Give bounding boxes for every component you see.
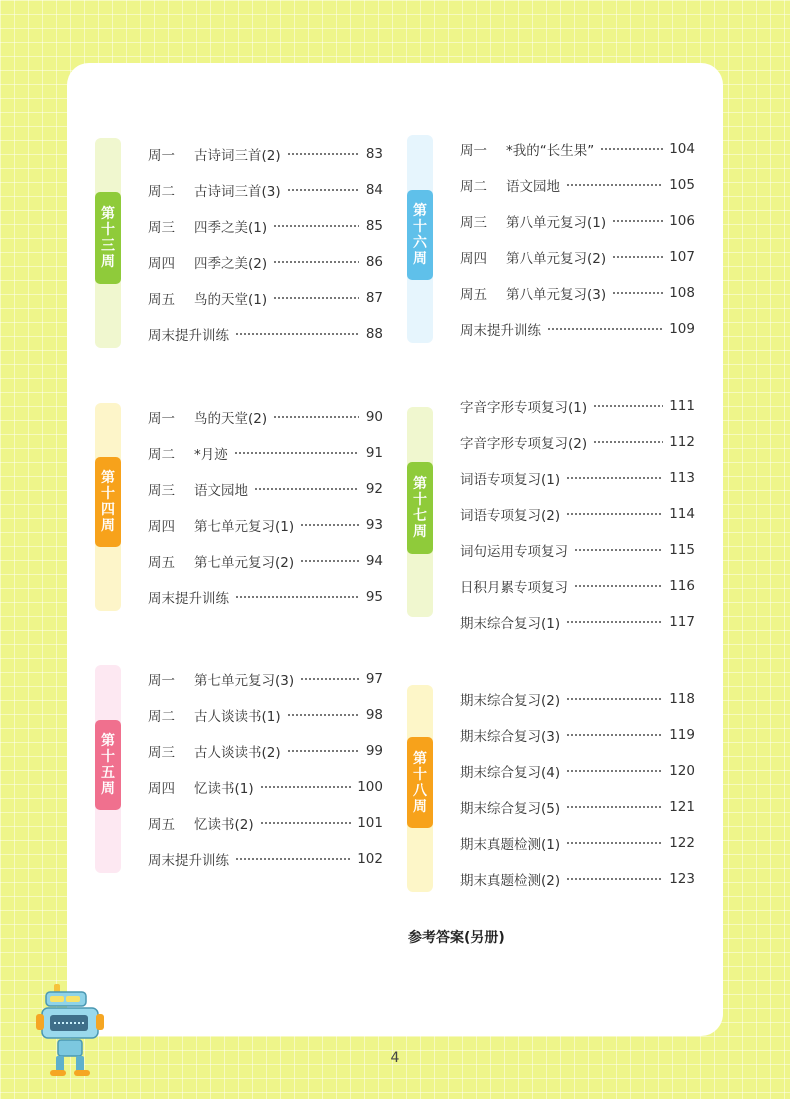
toc-entry-day: 周四 bbox=[148, 256, 175, 272]
toc-entry-title: 期末真题检测(1) bbox=[460, 837, 561, 853]
toc-entry-page: 87 bbox=[365, 290, 383, 306]
toc-leader-dots bbox=[566, 621, 663, 623]
toc-entry-page: 107 bbox=[669, 249, 695, 265]
toc-entry-day: 周二 bbox=[460, 179, 487, 195]
toc-leader-dots bbox=[300, 560, 359, 562]
toc-entry[interactable] bbox=[148, 705, 383, 725]
toc-entry-page: 114 bbox=[669, 506, 695, 522]
toc-entry-title: 期末综合复习(2) bbox=[460, 693, 561, 709]
toc-entry-day: 周五 bbox=[460, 287, 487, 303]
week-label bbox=[407, 462, 433, 554]
toc-entry-title: 鸟的天堂(1) bbox=[194, 292, 268, 308]
toc-leader-dots bbox=[260, 786, 352, 788]
toc-leader-dots bbox=[287, 189, 359, 191]
week-label-char: 五 bbox=[101, 765, 115, 781]
toc-entry[interactable] bbox=[460, 247, 695, 267]
week-label-char: 周 bbox=[413, 798, 427, 815]
week-label-char: 七 bbox=[413, 508, 427, 524]
toc-entry-page: 85 bbox=[365, 218, 383, 234]
toc-entry-title: 第七单元复习(2) bbox=[194, 555, 295, 571]
toc-entry-title: 周末提升训练 bbox=[148, 328, 229, 344]
toc-entry-page: 95 bbox=[365, 589, 383, 605]
toc-entry[interactable] bbox=[148, 669, 383, 689]
toc-entry-title: 四季之美(1) bbox=[194, 220, 268, 236]
toc-entry-page: 92 bbox=[365, 481, 383, 497]
toc-entry-page: 91 bbox=[365, 445, 383, 461]
toc-entry[interactable] bbox=[460, 612, 695, 632]
toc-leader-dots bbox=[566, 698, 663, 700]
toc-entry-page: 86 bbox=[365, 254, 383, 270]
toc-entry-title: 词语专项复习(1) bbox=[460, 472, 561, 488]
toc-entry[interactable] bbox=[148, 252, 383, 272]
toc-entry[interactable] bbox=[148, 144, 383, 164]
week-label-char: 十 bbox=[413, 492, 427, 508]
toc-leader-dots bbox=[600, 148, 663, 150]
toc-entry[interactable] bbox=[460, 540, 695, 560]
toc-leader-dots bbox=[287, 750, 359, 752]
toc-entry-title: 第八单元复习(3) bbox=[506, 287, 607, 303]
toc-entry-title: 语文园地 bbox=[194, 483, 248, 499]
toc-entry-page: 108 bbox=[669, 285, 695, 301]
toc-entry-page: 101 bbox=[357, 815, 383, 831]
answers-note: 参考答案(另册) bbox=[408, 930, 505, 946]
toc-entry-page: 116 bbox=[669, 578, 695, 594]
toc-entry[interactable] bbox=[460, 283, 695, 303]
toc-leader-dots bbox=[593, 405, 663, 407]
toc-entry-page: 94 bbox=[365, 553, 383, 569]
toc-leader-dots bbox=[235, 596, 359, 598]
week-label bbox=[95, 720, 121, 810]
toc-entry-page: 121 bbox=[669, 799, 695, 815]
toc-entry[interactable] bbox=[148, 777, 383, 797]
toc-entry[interactable] bbox=[148, 551, 383, 571]
toc-leader-dots bbox=[612, 220, 663, 222]
toc-entry-day: 周三 bbox=[148, 220, 175, 236]
toc-leader-dots bbox=[574, 585, 663, 587]
toc-entry-day: 周一 bbox=[460, 143, 487, 159]
toc-leader-dots bbox=[273, 261, 359, 263]
toc-entry-page: 115 bbox=[669, 542, 695, 558]
toc-leader-dots bbox=[593, 441, 663, 443]
toc-leader-dots bbox=[566, 477, 663, 479]
toc-leader-dots bbox=[300, 524, 359, 526]
toc-entry[interactable] bbox=[460, 797, 695, 817]
toc-entry-day: 周五 bbox=[148, 817, 175, 833]
toc-entry-title: 周末提升训练 bbox=[148, 853, 229, 869]
toc-leader-dots bbox=[273, 225, 359, 227]
toc-entry-title: 古诗词三首(2) bbox=[194, 148, 281, 164]
toc-entry[interactable] bbox=[148, 180, 383, 200]
week-label-char: 六 bbox=[413, 235, 427, 251]
week-label bbox=[407, 190, 433, 280]
toc-entry-day: 周一 bbox=[148, 148, 175, 164]
toc-entry[interactable] bbox=[460, 869, 695, 889]
toc-entry[interactable] bbox=[148, 288, 383, 308]
toc-entry-page: 113 bbox=[669, 470, 695, 486]
toc-entry-title: 第七单元复习(3) bbox=[194, 673, 295, 689]
toc-entry-title: 古人谈读书(2) bbox=[194, 745, 281, 761]
week-label-char: 周 bbox=[413, 251, 427, 267]
toc-entry-title: 期末综合复习(1) bbox=[460, 616, 561, 632]
toc-entry-page: 111 bbox=[669, 398, 695, 414]
toc-entry[interactable] bbox=[460, 689, 695, 709]
toc-entry-title: 古人谈读书(1) bbox=[194, 709, 281, 725]
toc-entry-title: 忆读书(2) bbox=[194, 817, 254, 833]
toc-entry-day: 周五 bbox=[148, 555, 175, 571]
toc-entry[interactable] bbox=[460, 725, 695, 745]
toc-entry[interactable] bbox=[148, 216, 383, 236]
robot-mascot-icon bbox=[36, 984, 108, 1080]
toc-entry[interactable] bbox=[148, 324, 383, 344]
toc-entry[interactable] bbox=[148, 443, 383, 463]
toc-leader-dots bbox=[566, 513, 663, 515]
toc-entry-day: 周四 bbox=[148, 781, 175, 797]
toc-entry-title: 字音字形专项复习(1) bbox=[460, 400, 588, 416]
toc-entry-day: 周四 bbox=[148, 519, 175, 535]
toc-entry-title: 语文园地 bbox=[506, 179, 560, 195]
week-label bbox=[95, 192, 121, 284]
toc-entry-day: 周三 bbox=[148, 483, 175, 499]
toc-entry-title: 期末综合复习(3) bbox=[460, 729, 561, 745]
toc-entry-day: 周四 bbox=[460, 251, 487, 267]
toc-entry[interactable] bbox=[460, 504, 695, 524]
toc-entry-page: 83 bbox=[365, 146, 383, 162]
toc-entry-title: 日积月累专项复习 bbox=[460, 580, 568, 596]
toc-entry-title: 周末提升训练 bbox=[460, 323, 541, 339]
toc-leader-dots bbox=[254, 488, 359, 490]
toc-entry-title: 期末综合复习(4) bbox=[460, 765, 561, 781]
week-label-char: 十 bbox=[101, 749, 115, 765]
toc-entry-page: 105 bbox=[669, 177, 695, 193]
week-label bbox=[95, 457, 121, 547]
toc-entry-page: 118 bbox=[669, 691, 695, 707]
toc-entry[interactable] bbox=[148, 407, 383, 427]
toc-leader-dots bbox=[612, 292, 663, 294]
toc-entry[interactable] bbox=[460, 396, 695, 416]
toc-leader-dots bbox=[566, 770, 663, 772]
toc-entry[interactable] bbox=[148, 741, 383, 761]
toc-entry-title: 周末提升训练 bbox=[148, 591, 229, 607]
toc-entry-page: 119 bbox=[669, 727, 695, 743]
toc-leader-dots bbox=[574, 549, 663, 551]
week-label-char: 周 bbox=[101, 781, 115, 797]
toc-entry[interactable] bbox=[148, 587, 383, 607]
toc-leader-dots bbox=[260, 822, 352, 824]
toc-entry-title: 四季之美(2) bbox=[194, 256, 268, 272]
toc-entry-day: 周二 bbox=[148, 709, 175, 725]
toc-entry[interactable] bbox=[460, 211, 695, 231]
toc-entry[interactable] bbox=[148, 849, 383, 869]
toc-entry[interactable] bbox=[460, 761, 695, 781]
toc-entry[interactable] bbox=[460, 139, 695, 159]
toc-entry-page: 120 bbox=[669, 763, 695, 779]
toc-entry[interactable] bbox=[148, 479, 383, 499]
toc-entry-title: *月迹 bbox=[194, 447, 228, 463]
toc-entry-page: 112 bbox=[669, 434, 695, 450]
toc-entry[interactable] bbox=[148, 813, 383, 833]
week-label-char: 第 bbox=[101, 733, 115, 749]
toc-entry-page: 100 bbox=[357, 779, 383, 795]
toc-entry-title: *我的“长生果” bbox=[506, 143, 595, 159]
toc-entry[interactable] bbox=[460, 468, 695, 488]
toc-entry-title: 忆读书(1) bbox=[194, 781, 254, 797]
toc-entry-page: 102 bbox=[357, 851, 383, 867]
week-label-char: 十 bbox=[101, 222, 115, 238]
toc-leader-dots bbox=[273, 297, 359, 299]
toc-entry[interactable] bbox=[148, 515, 383, 535]
toc-entry-page: 117 bbox=[669, 614, 695, 630]
page-number: 4 bbox=[390, 1050, 400, 1066]
toc-entry-day: 周二 bbox=[148, 447, 175, 463]
week-label-char: 第 bbox=[101, 470, 115, 486]
week-label-char: 周 bbox=[101, 254, 115, 270]
toc-leader-dots bbox=[566, 806, 663, 808]
toc-leader-dots bbox=[287, 153, 359, 155]
toc-entry-title: 词句运用专项复习 bbox=[460, 544, 568, 560]
toc-entry-title: 字音字形专项复习(2) bbox=[460, 436, 588, 452]
toc-leader-dots bbox=[235, 333, 359, 335]
toc-entry-title: 第七单元复习(1) bbox=[194, 519, 295, 535]
toc-entry-page: 84 bbox=[365, 182, 383, 198]
week-label-char: 三 bbox=[101, 238, 115, 254]
week-label-char: 十 bbox=[413, 219, 427, 235]
toc-entry-title: 第八单元复习(2) bbox=[506, 251, 607, 267]
toc-entry-title: 词语专项复习(2) bbox=[460, 508, 561, 524]
week-label-char: 周 bbox=[413, 524, 427, 540]
toc-leader-dots bbox=[235, 858, 351, 860]
toc-leader-dots bbox=[300, 678, 359, 680]
week-label-char: 十 bbox=[413, 766, 427, 783]
toc-entry[interactable] bbox=[460, 319, 695, 339]
toc-entry-day: 周一 bbox=[148, 673, 175, 689]
toc-entry-page: 106 bbox=[669, 213, 695, 229]
week-label-char: 第 bbox=[101, 206, 115, 222]
toc-entry-page: 97 bbox=[365, 671, 383, 687]
toc-leader-dots bbox=[566, 734, 663, 736]
toc-entry-page: 99 bbox=[365, 743, 383, 759]
week-label-char: 第 bbox=[413, 476, 427, 492]
toc-entry[interactable] bbox=[460, 833, 695, 853]
toc-entry[interactable] bbox=[460, 175, 695, 195]
week-label-char: 十 bbox=[101, 486, 115, 502]
toc-leader-dots bbox=[566, 184, 663, 186]
toc-entry-title: 期末真题检测(2) bbox=[460, 873, 561, 889]
toc-leader-dots bbox=[566, 878, 663, 880]
toc-entry-page: 93 bbox=[365, 517, 383, 533]
toc-entry-day: 周二 bbox=[148, 184, 175, 200]
toc-leader-dots bbox=[287, 714, 359, 716]
toc-entry-page: 88 bbox=[365, 326, 383, 342]
toc-entry-title: 古诗词三首(3) bbox=[194, 184, 281, 200]
toc-entry-title: 第八单元复习(1) bbox=[506, 215, 607, 231]
toc-entry-page: 123 bbox=[669, 871, 695, 887]
toc-entry-day: 周三 bbox=[460, 215, 487, 231]
toc-entry-page: 109 bbox=[669, 321, 695, 337]
toc-entry-page: 98 bbox=[365, 707, 383, 723]
toc-entry-day: 周五 bbox=[148, 292, 175, 308]
week-label-char: 第 bbox=[413, 203, 427, 219]
toc-entry-page: 90 bbox=[365, 409, 383, 425]
toc-entry-title: 期末综合复习(5) bbox=[460, 801, 561, 817]
toc-entry-page: 104 bbox=[669, 141, 695, 157]
toc-leader-dots bbox=[273, 416, 359, 418]
week-label-char: 周 bbox=[101, 518, 115, 534]
week-label-char: 四 bbox=[101, 502, 115, 518]
toc-entry-day: 周一 bbox=[148, 411, 175, 427]
toc-entry[interactable] bbox=[460, 432, 695, 452]
toc-leader-dots bbox=[234, 452, 359, 454]
week-label-char: 八 bbox=[413, 782, 427, 799]
toc-leader-dots bbox=[566, 842, 663, 844]
toc-leader-dots bbox=[547, 328, 663, 330]
week-label bbox=[407, 737, 433, 828]
toc-entry[interactable] bbox=[460, 576, 695, 596]
toc-leader-dots bbox=[612, 256, 663, 258]
toc-entry-page: 122 bbox=[669, 835, 695, 851]
week-label-char: 第 bbox=[413, 750, 427, 767]
toc-entry-day: 周三 bbox=[148, 745, 175, 761]
toc-entry-title: 鸟的天堂(2) bbox=[194, 411, 268, 427]
